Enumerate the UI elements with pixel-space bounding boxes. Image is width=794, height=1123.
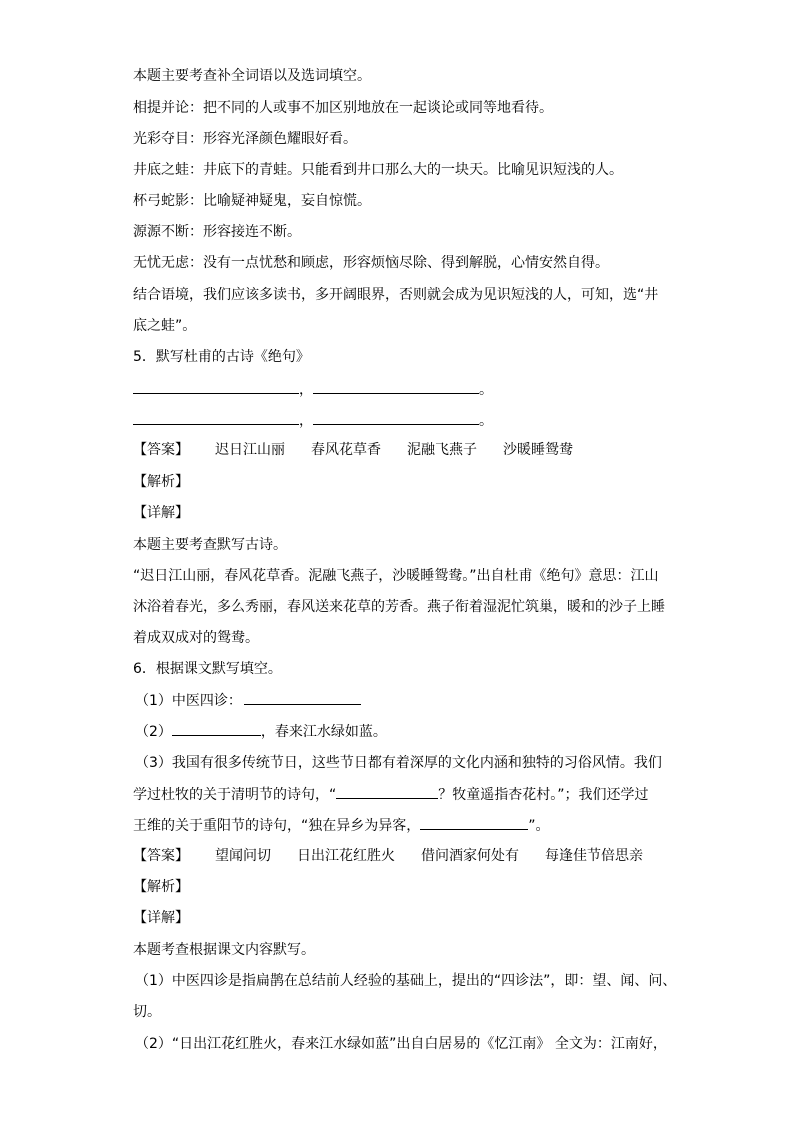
answer-blank (172, 721, 261, 736)
answer-blank (244, 690, 361, 705)
definition-line: 光彩夺目：形容光泽颜色耀眼好看。 (133, 131, 357, 147)
definition-line: 无忧无虑：没有一点忧愁和顾虑，形容烦恼尽除、得到解脱，心情安然自得。 (133, 255, 609, 271)
comma: ， (299, 413, 313, 429)
answer-label: 【答案】 (133, 848, 189, 864)
question-6-title: 6．根据课文默写填空。 (133, 661, 282, 677)
answer-item: 借问酒家何处有 (421, 848, 519, 864)
question-5-title: 5．默写杜甫的古诗《绝句》 (133, 349, 310, 365)
item-text: ”。 (528, 818, 550, 834)
comma: ， (299, 382, 313, 398)
q5-answer (133, 440, 573, 460)
answer-blank (313, 379, 479, 394)
q5-blank-row (133, 410, 493, 431)
detail-text: 着成双成对的鸳鸯。 (133, 630, 259, 646)
answer-item: 泥融飞燕子 (407, 442, 477, 458)
q6-item-2 (135, 721, 387, 742)
detail-label: 【详解】 (133, 505, 189, 521)
answer-item: 迟日江山丽 (215, 442, 285, 458)
definition-line: 杯弓蛇影：比喻疑神疑鬼，妄自惊慌。 (133, 193, 371, 209)
item-text: ？牧童遥指杏花村。”；我们还学过 (438, 787, 649, 803)
item-text: 学过杜牧的关于清明节的诗句，“ (133, 787, 337, 803)
period: 。 (479, 382, 493, 398)
detail-label: 【详解】 (133, 910, 189, 926)
detail-text: 沐浴着春光，多么秀丽，春风送来花草的芳香。燕子衔着湿泥忙筑巢，暖和的沙子上睡 (133, 599, 665, 615)
item-text: （2） (135, 724, 172, 740)
answer-label: 【答案】 (133, 442, 189, 458)
definition-line: 井底之蛙：井底下的青蛙。只能看到井口那么大的一块天。比喻见识短浅的人。 (133, 162, 623, 178)
definition-line: 相提并论：把不同的人或事不加区别地放在一起谈论或同等地看待。 (133, 100, 553, 116)
q6-item-3-line (133, 784, 649, 805)
detail-intro: 本题主要考查默写古诗。 (133, 537, 287, 553)
detail-text: （1）中医四诊是指扁鹊在总结前人经验的基础上，提出的“四诊法”，即：望、闻、问、 (135, 973, 677, 989)
definition-line: 源源不断：形容接连不断。 (133, 224, 301, 240)
answer-blank (313, 410, 479, 425)
q6-answer (133, 846, 643, 866)
answer-blank (133, 410, 299, 425)
q6-item-3-line (133, 815, 550, 836)
item-text: （1）中医四诊： (135, 693, 242, 709)
conclusion-line: 结合语境，我们应该多读书，多开阔眼界，否则就会成为见识短浅的人，可知，选“井 (133, 287, 659, 303)
analysis-label: 【解析】 (133, 474, 189, 490)
item-text: ，春来江水绿如蓝。 (260, 724, 387, 740)
answer-item: 日出江花红胜火 (297, 848, 395, 864)
intro-text: 本题主要考查补全词语以及选词填空。 (133, 68, 371, 84)
answer-blank (420, 815, 528, 830)
detail-text: “迟日江山丽，春风花草香。泥融飞燕子，沙暖睡鸳鸯。”出自杜甫《绝句》意思：江山 (133, 568, 659, 584)
detail-intro: 本题考查根据课文内容默写。 (133, 942, 315, 958)
period: 。 (479, 413, 493, 429)
answer-item: 望闻问切 (215, 848, 271, 864)
q5-blank-row (133, 379, 493, 400)
answer-blank (133, 379, 299, 394)
conclusion-line: 底之蛙”。 (133, 318, 197, 334)
answer-item: 沙暖睡鸳鸯 (503, 442, 573, 458)
q6-item-3: （3）我国有很多传统节日，这些节日都有着深厚的文化内涵和独特的习俗风情。我们 (135, 755, 662, 771)
detail-text: 切。 (133, 1004, 161, 1020)
analysis-label: 【解析】 (133, 879, 189, 895)
answer-item: 春风花草香 (311, 442, 381, 458)
item-text: 王维的关于重阳节的诗句，“独在异乡为异客， (133, 818, 421, 834)
q6-item-1 (135, 690, 361, 711)
detail-text: （2）“日出江花红胜火，春来江水绿如蓝”出自白居易的《忆江南》 全文为：江南好， (135, 1036, 667, 1052)
answer-blank (336, 784, 438, 799)
answer-item: 每逢佳节倍思亲 (545, 848, 643, 864)
